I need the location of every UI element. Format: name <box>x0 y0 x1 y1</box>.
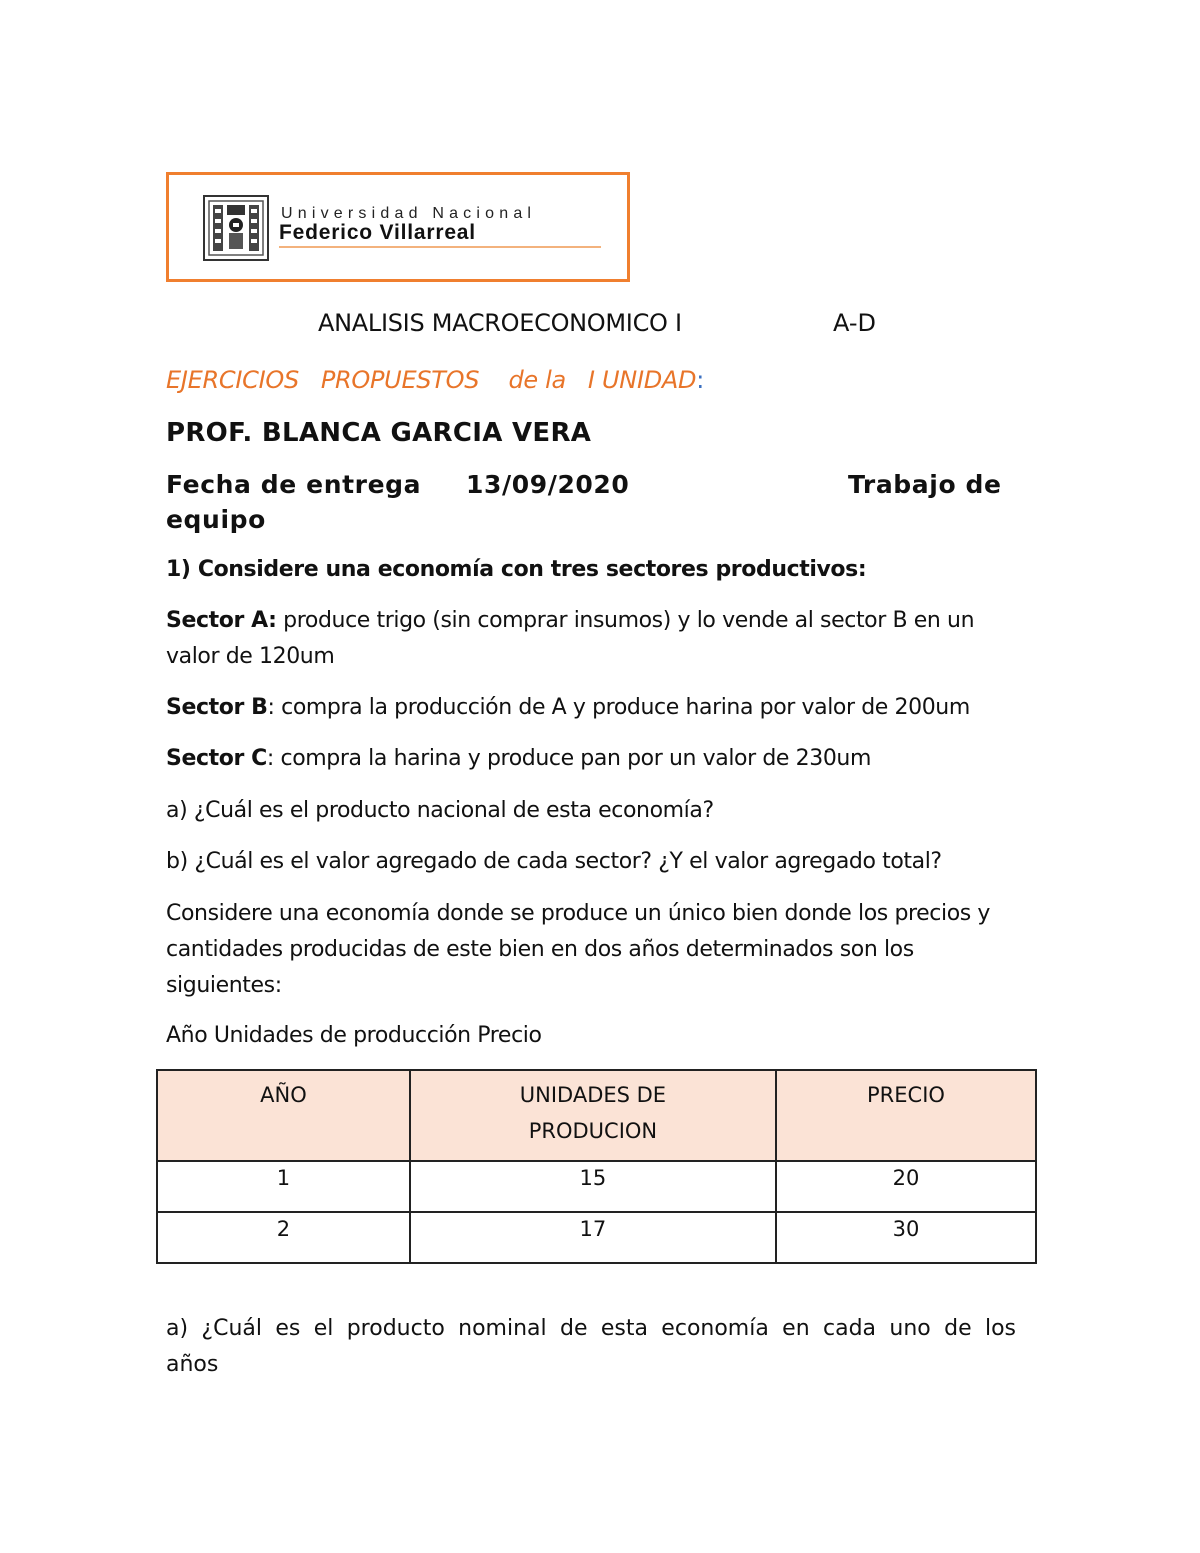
table-cell: 30 <box>776 1212 1036 1263</box>
logo-divider <box>279 246 601 248</box>
table-header-units: UNIDADES DE PRODUCION <box>410 1070 776 1161</box>
table-cell: 20 <box>776 1161 1036 1212</box>
course-title: ANALISIS MACROECONOMICO I <box>318 309 682 337</box>
exercise-subtitle <box>166 366 704 394</box>
team-work-label-cont: equipo <box>166 505 266 534</box>
professor-name: PROF. BLANCA GARCIA VERA <box>166 418 592 448</box>
table-header-row <box>157 1070 1036 1161</box>
logo-name-line: Federico Villarreal <box>279 221 476 244</box>
subtitle-text: EJERCICIOS PROPUESTOS de la I UNIDAD <box>166 366 697 394</box>
logo-university-line: Universidad Nacional <box>281 205 537 222</box>
subtitle-colon: : <box>696 366 705 394</box>
production-table <box>156 1069 1037 1264</box>
due-date-value: 13/09/2020 <box>466 470 630 499</box>
exercise2-question-a: a) ¿Cuál es el producto nominal de esta economía en cada uno de los años <box>166 1316 1016 1377</box>
university-seal-icon <box>203 195 269 261</box>
sector-a-text: produce trigo (sin comprar insumos) y lo vende al sector B en un valor de 120um <box>166 608 975 669</box>
table-header-year: AÑO <box>157 1070 410 1161</box>
course-section: A-D <box>833 309 877 337</box>
table-cell: 2 <box>157 1212 410 1263</box>
sector-a-paragraph <box>166 603 1026 675</box>
sector-a-label: Sector A: <box>166 608 277 633</box>
sector-b-paragraph <box>166 690 1026 726</box>
sector-c-text: : compra la harina y produce pan por un valor de 230um <box>266 746 871 771</box>
table-cell: 15 <box>410 1161 776 1212</box>
sector-b-text: : compra la producción de A y produce harina por valor de 200um <box>267 695 970 720</box>
table-row <box>157 1212 1036 1263</box>
table-row <box>157 1161 1036 1212</box>
table-cell: 17 <box>410 1212 776 1263</box>
team-work-label: Trabajo de <box>848 470 1002 499</box>
exercise1-title: 1) Considere una economía con tres sectores productivos: <box>166 557 867 582</box>
due-date-label: Fecha de entrega <box>166 470 422 499</box>
sector-c-paragraph <box>166 741 1026 777</box>
exercise2-intro: Considere una economía donde se produce un único bien donde los precios y cantidades producidas de este bien en dos años determinados son los siguientes: <box>166 901 991 998</box>
table-header-price: PRECIO <box>776 1070 1036 1161</box>
exercise1-question-b: b) ¿Cuál es el valor agregado de cada sector? ¿Y el valor agregado total? <box>166 849 942 874</box>
sector-b-label: Sector B <box>166 695 268 720</box>
exercise1-question-a: a) ¿Cuál es el producto nacional de esta economía? <box>166 798 714 823</box>
table-caption: Año Unidades de producción Precio <box>166 1023 542 1048</box>
university-logo <box>166 172 630 282</box>
table-cell: 1 <box>157 1161 410 1212</box>
sector-c-label: Sector C <box>166 746 267 771</box>
